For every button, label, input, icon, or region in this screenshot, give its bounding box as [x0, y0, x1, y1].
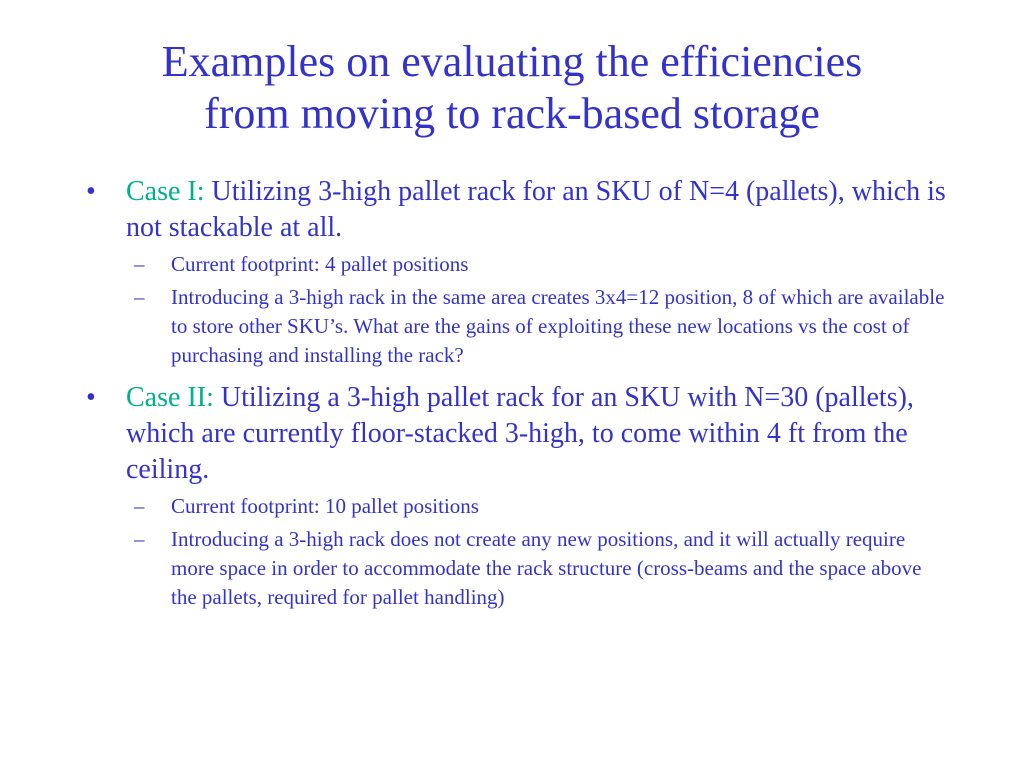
dash-icon: – [134, 494, 145, 518]
case-2-subitem-2-text: Introducing a 3-high rack does not create any new positions, and it will actually require more space in order to accommodate the rack structure (cross-beams and the space above the pallets, required for pallet handling) [171, 527, 922, 609]
case-2-bullet [0, 380, 1024, 488]
case-2-label: Case II: [126, 382, 214, 413]
title-line-2: from moving to rack-based storage [204, 89, 820, 138]
case-2-subitem-2 [0, 525, 1024, 612]
bullet-icon: • [86, 382, 96, 413]
case-1-bullet [0, 174, 1024, 246]
dash-icon: – [134, 252, 145, 276]
slide-title [60, 36, 964, 140]
case-1-subitem-2 [0, 283, 1024, 370]
case-1-subitem-1-text: Current footprint: 4 pallet positions [171, 252, 469, 276]
bullet-icon: • [86, 176, 96, 207]
case-1-label: Case I: [126, 176, 205, 207]
case-2-subitem-1 [0, 492, 1024, 521]
case-1-text: Utilizing 3-high pallet rack for an SKU of N=4 (pallets), which is not stackable at all. [126, 176, 946, 243]
slide-body [0, 174, 1024, 616]
dash-icon: – [134, 527, 145, 551]
case-1-subitem-2-text: Introducing a 3-high rack in the same area creates 3x4=12 position, 8 of which are available to store other SKU’s. What are the gains of exploiting these new locations vs the cost of purchasing and installing the rack? [171, 285, 945, 367]
title-line-1: Examples on evaluating the efficiencies [161, 37, 863, 86]
case-2-subitem-1-text: Current footprint: 10 pallet positions [171, 494, 479, 518]
dash-icon: – [134, 285, 145, 309]
case-2-text: Utilizing a 3-high pallet rack for an SKU with N=30 (pallets), which are currently floor-stacked 3-high, to come within 4 ft from the ceiling. [126, 382, 914, 485]
case-1-subitem-1 [0, 250, 1024, 279]
